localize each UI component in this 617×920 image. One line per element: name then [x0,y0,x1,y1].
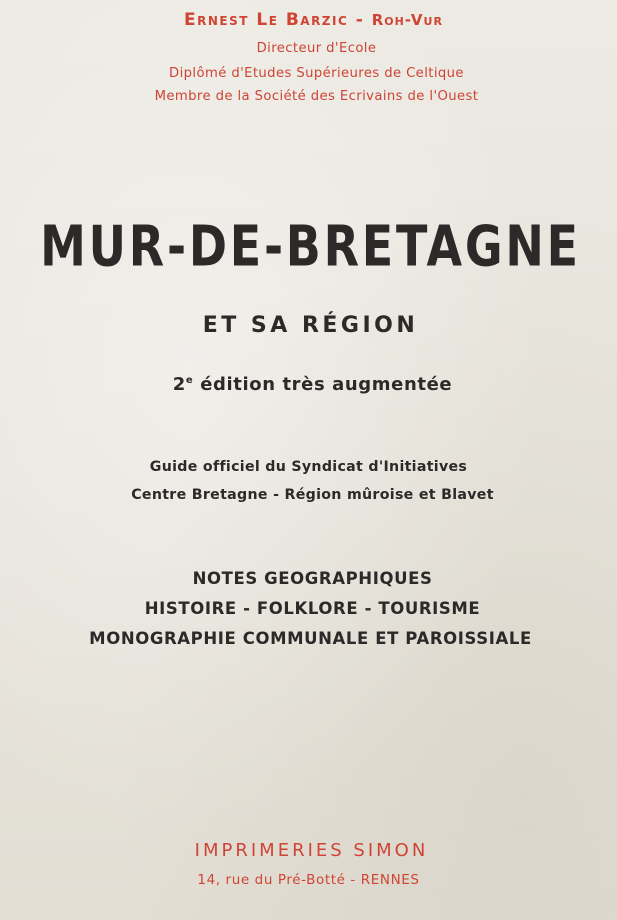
book-title: MUR-DE-BRETAGNE [40,214,581,279]
contents-history: HISTOIRE - FOLKLORE - TOURISME [144,599,481,618]
credential-diploma: Diplômé d'Etudes Supérieures de Celtique [169,66,464,81]
author-pseudonym: Roh-Vur [371,11,443,29]
credential-membership: Membre de la Société des Ecrivains de l'Ouest [154,89,479,104]
edition-superscript: e [185,375,194,386]
credential-director: Directeur d'Ecole [256,41,377,56]
edition-number: 2 [172,374,186,395]
guide-line-official: Guide officiel du Syndicat d'Initiatives [149,459,468,475]
contents-geography: NOTES GEOGRAPHIQUES [192,569,433,588]
author-name: Ernest Le Barzic [184,10,349,30]
contents-monograph: MONOGRAPHIE COMMUNALE ET PAROISSIALE [89,629,532,648]
author-line [5,10,617,30]
author-separator: - [355,10,365,30]
guide-line-region: Centre Bretagne - Région mûroise et Blavet [131,487,494,503]
edition-line [4,374,617,395]
edition-text: édition très augmentée [200,374,453,395]
publisher-name: IMPRIMERIES SIMON [194,840,429,861]
publisher-address: 14, rue du Pré-Botté - RENNES [197,872,420,888]
book-subtitle: ET SA RÉGION [202,313,419,338]
